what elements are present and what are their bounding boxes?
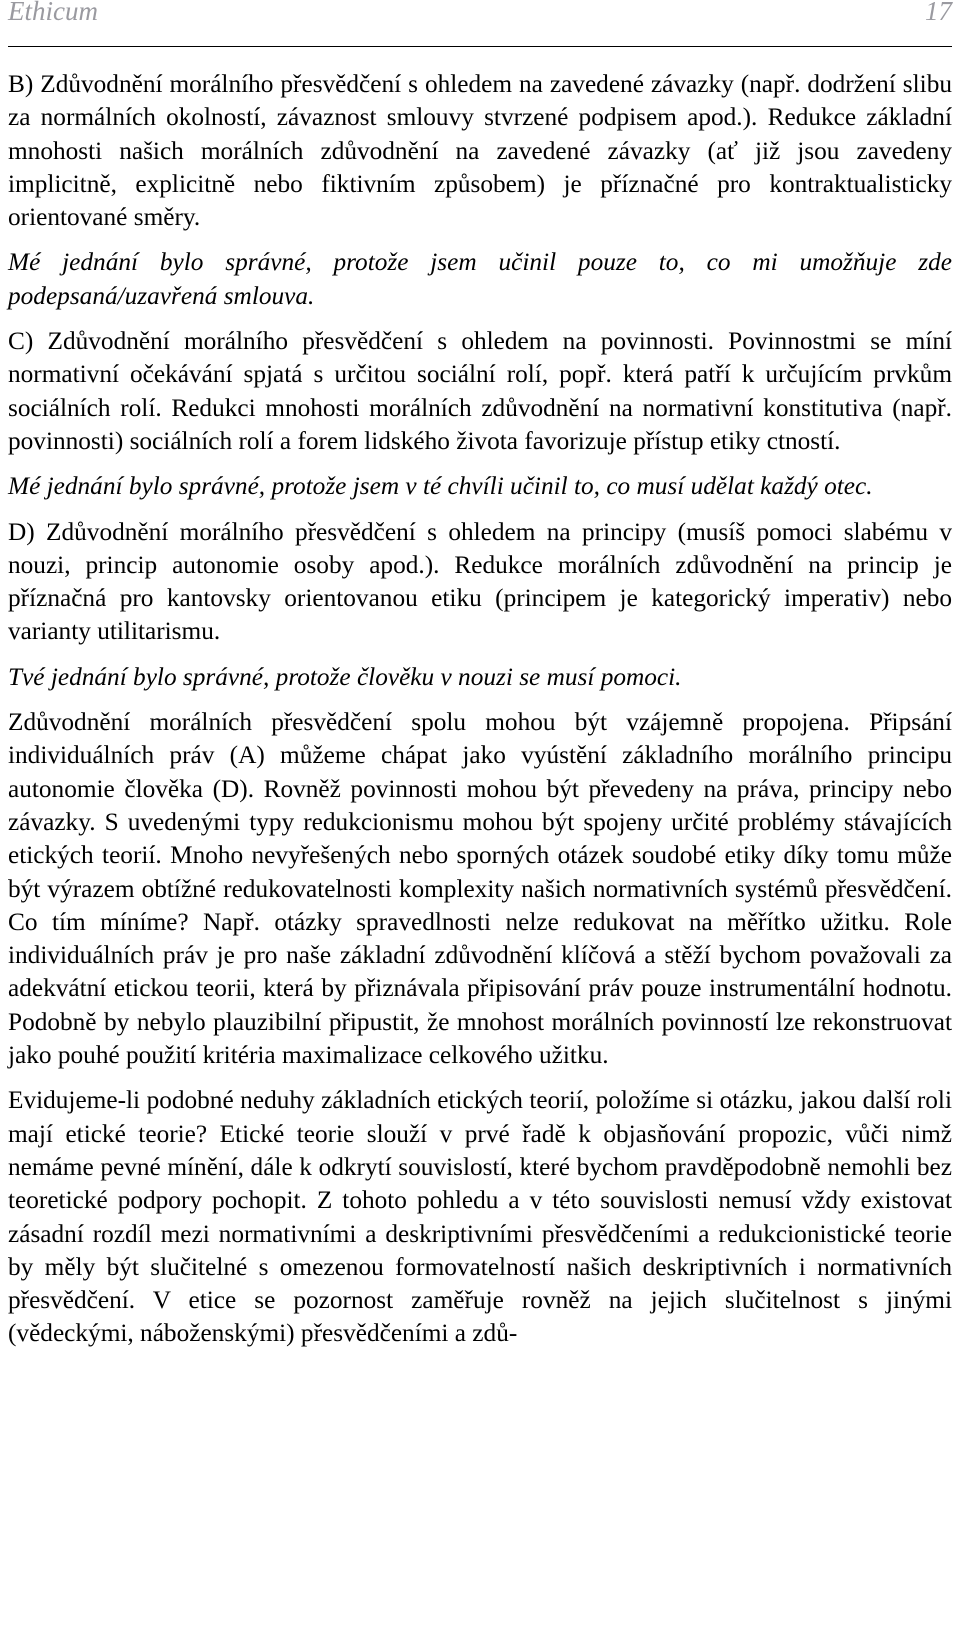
paragraph-role-of-theories: Evidujeme-li podobné neduhy základních etických teorií, položíme si otázku, jakou další roli mají etické teorie? Etické teorie slouží v prvé řadě k objasňování propozic, vůči nimž nemáme pevné mínění, dále k odkrytí souvislostí, které bychom pravděpodobně nemohli bez teoretické podpory pochopit. Z tohoto pohledu a v této souvislosti nemusí vždy existovat zásadní rozdíl mezi normativními a deskriptivními přesvědčeními a redukcionistické teorie by měly být slučitelné s omezenou formovatelností našich deskriptivních i normativních přesvědčení. V etice se pozornost zaměřuje rovněž na jejich slučitelnost s jinými (vědeckými, náboženskými) přesvědčeními a zdů- (8, 1086, 952, 1348)
paragraph-duties: C) Zdůvodnění morálního přesvědčení s ohledem na povinnosti. Povinnostmi se míní normativní očekávání spjatá s určitou sociální rolí, popř. která patří k určujícím prvkům sociálních rolí. Redukci mnohosti morálních zdůvodnění na normativní konstitutiva (např. povinnosti) sociálních rolí a forem lidského života favorizuje přístup etiky ctností. (8, 327, 952, 455)
paragraph-obligations: B) Zdůvodnění morálního přesvědčení s ohledem na zavedené závazky (např. dodržení slibu za normálních okolností, závaznost smlouvy stvrzené podpisem apod.). Redukce základní mnohosti našich morálních zdůvodnění na zavedené závazky (ať již jsou zavedeny implicitně, explicitně nebo fiktivním způsobem) je příznačné pro kontraktualisticky orientované směry. (8, 70, 952, 232)
paragraph-interconnection: Zdůvodnění morálních přesvědčení spolu mohou být vzájemně propojena. Připsání individuálních práv (A) můžeme chápat jako vyústění základního morálního principu autonomie člověka (D). Rovněž povinnosti mohou být převedeny na práva, principy nebo závazky. S uvedenými typy redukcionismu mohou být spojeny určité problémy stávajících etických teorií. Mnoho nevyřešených nebo sporných otázek soudobé etiky díky tomu může být výrazem obtížné redukovatelnosti komplexity našich normativních systémů přesvědčení. Co tím míníme? Např. otázky spravedlnosti nelze redukovat na měřítko užitku. Role individuálních práv je pro naše základní zdůvodnění klíčová a stěží bychom považovali za adekvátní etickou teorii, která by přiznávala připisování práv pouze instrumentální hodnotu. Podobně by nebylo plauzibilní připustit, že mnohost morálních povinností lze rekonstruovat jako pouhé použití kritéria maximalizace celkového užitku. (8, 708, 952, 1070)
page-header (8, 0, 952, 47)
page-body (8, 68, 952, 1363)
page-number: 17 (925, 0, 952, 26)
example-father: Mé jednání bylo správné, protože jsem v té chvíli učinil to, co musí udělat každý otec. (8, 472, 873, 501)
example-help: Tvé jednání bylo správné, protože člověku v nouzi se musí pomoci. (8, 662, 682, 691)
example-contract: Mé jednání bylo správné, protože jsem učinil pouze to, co mi umožňuje zde podepsaná/uzavřená smlouva. (8, 248, 952, 310)
paragraph-principles: D) Zdůvodnění morálního přesvědčení s ohledem na principy (musíš pomoci slabému v nouzi, princip autonomie osoby apod.). Redukce morálních zdůvodnění na princip je příznačná pro kantovsky orientovanou etiku (principem je kategorický imperativ) nebo varianty utilitarismu. (8, 517, 952, 646)
journal-title: Ethicum (8, 0, 98, 26)
